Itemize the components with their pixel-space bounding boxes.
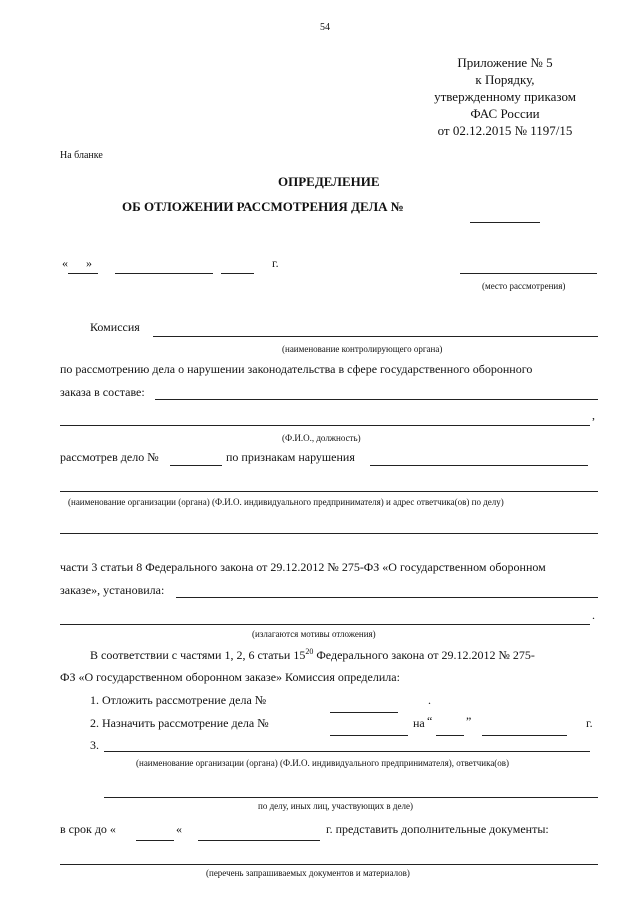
respondent2-caption: (наименование организации (органа) (Ф.И.О. индивидуального предпринимателя), ответчика(ов) [136, 758, 510, 768]
docs-line[interactable] [60, 864, 598, 865]
title-line1: ОПРЕДЕЛЕНИЕ [278, 174, 380, 189]
respondent-caption: (наименование организации (органа) (Ф.И.О. индивидуального предпринимателя) и адрес ответчика(ов) по делу) [68, 497, 504, 507]
fz-text: ФЗ «О государственном оборонном заказе» Комиссия определила: [60, 670, 400, 684]
established-period: . [592, 608, 595, 622]
date-year-suffix: г. [272, 256, 279, 270]
signs-line[interactable] [370, 465, 588, 466]
authority-line[interactable] [153, 336, 598, 337]
appendix-line: к Порядку, [475, 72, 535, 87]
item2-open-quote: “ [427, 714, 433, 728]
place-caption: (место рассмотрения) [482, 281, 566, 291]
appendix-line: утвержденному приказом [434, 89, 576, 104]
part3-text: части 3 статьи 8 Федерального закона от 29.12.2012 № 275-ФЗ «О государственном оборонном [60, 560, 546, 574]
title-line2: ОБ ОТЛОЖЕНИИ РАССМОТРЕНИЯ ДЕЛА № [122, 199, 404, 214]
date-close-quote: » [86, 256, 92, 270]
appendix-line: от 02.12.2015 № 1197/15 [437, 123, 573, 138]
authority-caption: (наименование контролирующего органа) [282, 344, 443, 354]
item2-number-line[interactable] [330, 735, 408, 736]
composition-line-2[interactable] [60, 425, 590, 426]
others-caption: по делу, иных лиц, участвующих в деле) [258, 801, 413, 811]
established-line-2[interactable] [60, 624, 590, 625]
according-text [90, 647, 535, 663]
page-number: 54 [320, 22, 330, 33]
item1-period: . [428, 693, 431, 707]
item2-day-line[interactable] [436, 735, 464, 736]
item2-month-line[interactable] [482, 735, 567, 736]
deadline-end-text: г. представить дополнительные документы: [326, 822, 549, 836]
established-label: заказе», установила: [60, 583, 165, 597]
according-start: В соответствии с частями 1, 2, 6 статьи 15 [90, 648, 306, 662]
respondent-line-2[interactable] [60, 533, 598, 534]
item1-text: 1. Отложить рассмотрение дела № [90, 693, 267, 707]
considered-label: рассмотрев дело № [60, 450, 159, 464]
deadline-month-line[interactable] [198, 840, 320, 841]
motives-caption: (излагаются мотивы отложения) [252, 629, 376, 639]
docs-caption: (перечень запрашиваемых документов и материалов) [206, 868, 410, 878]
item2-close-quote: ” [466, 714, 472, 728]
date-month-line[interactable] [115, 273, 213, 274]
appendix-line: ФАС России [470, 106, 540, 121]
deadline-label: в срок до « [60, 822, 116, 836]
deadline-quote: « [176, 822, 182, 836]
others-line[interactable] [104, 797, 598, 798]
composition-comma: , [592, 408, 595, 422]
composition-label: заказа в составе: [60, 385, 145, 399]
date-year-line[interactable] [221, 273, 254, 274]
composition-line[interactable] [155, 399, 598, 400]
considered-number-line[interactable] [170, 465, 222, 466]
by-signs-label: по признакам нарушения [226, 450, 355, 464]
commission-label: Комиссия [90, 320, 140, 334]
according-sup: 20 [305, 647, 314, 656]
item2-on: на [413, 716, 425, 730]
item2-year-suffix: г. [586, 716, 593, 730]
date-open-quote: « [62, 256, 68, 270]
case-number-line[interactable] [470, 222, 540, 223]
item2-text: 2. Назначить рассмотрение дела № [90, 716, 269, 730]
appendix-line: Приложение № 5 [457, 55, 553, 70]
date-day-line[interactable] [68, 273, 98, 274]
according-end: Федерального закона от 29.12.2012 № 275- [313, 648, 535, 662]
item1-number-line[interactable] [330, 712, 398, 713]
appendix-block [400, 54, 610, 139]
item3-text: 3. [90, 738, 99, 752]
case-line-text: по рассмотрению дела о нарушении законодательства в сфере государственного оборонного [60, 362, 533, 376]
letterhead-note: На бланке [60, 150, 103, 161]
place-line[interactable] [460, 273, 597, 274]
item3-line[interactable] [104, 751, 590, 752]
established-line[interactable] [176, 597, 598, 598]
fio-caption: (Ф.И.О., должность) [282, 433, 361, 443]
respondent-line[interactable] [60, 491, 598, 492]
deadline-day-line[interactable] [136, 840, 174, 841]
